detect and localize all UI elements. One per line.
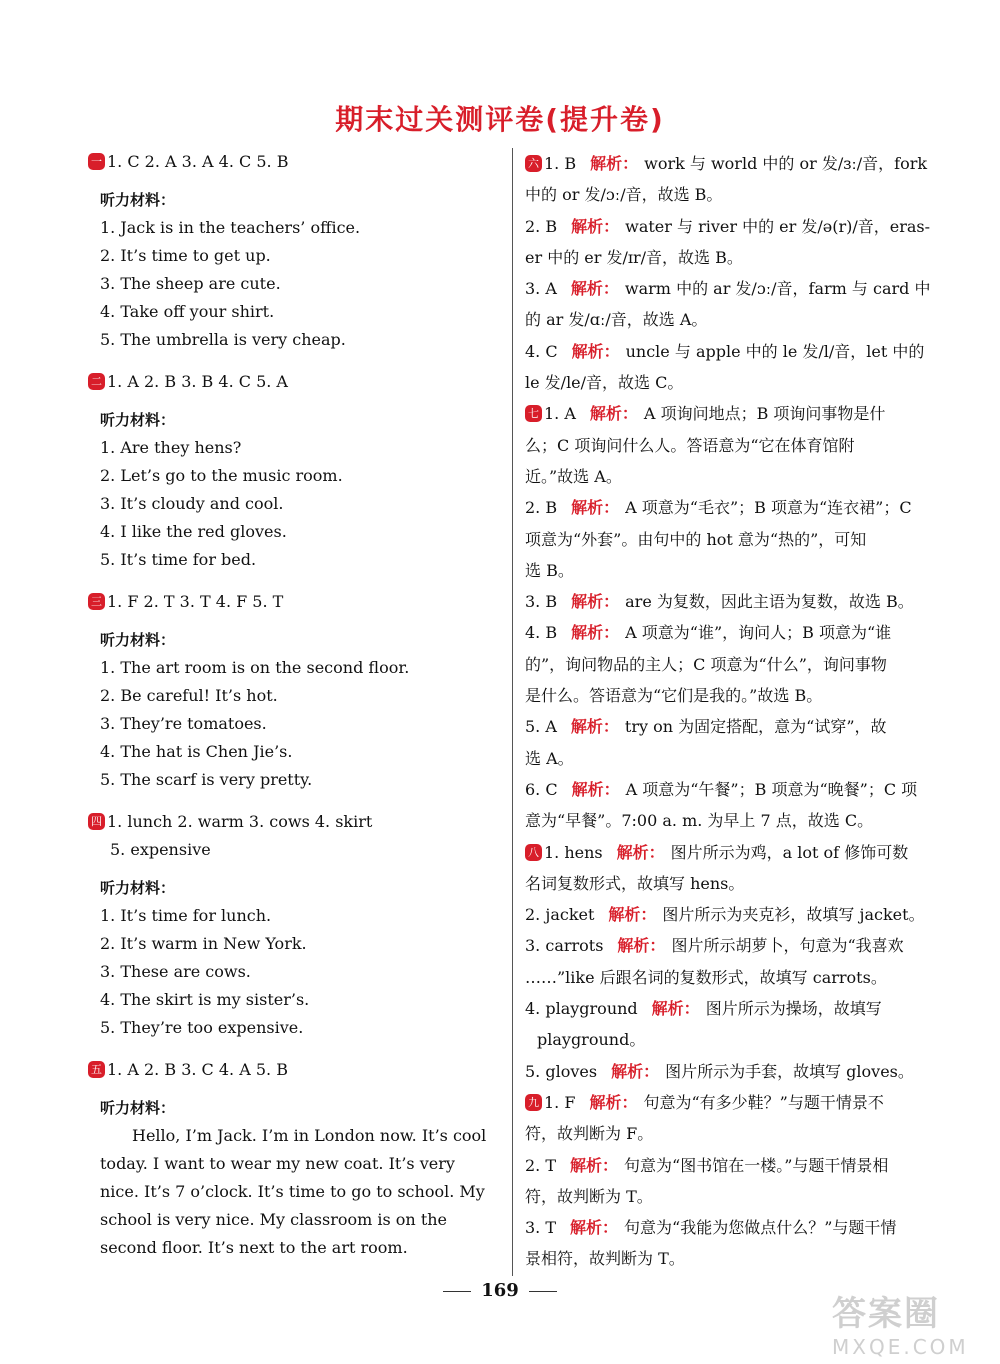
section-badge: 一 xyxy=(88,153,105,170)
analysis-line: 的 ar 发/ɑː/音，故选 A。 xyxy=(525,310,708,330)
analysis-line: 么；C 项询问什么人。答语意为“它在体育馆附 xyxy=(525,435,855,455)
list-item: 2. It’s warm in New York. xyxy=(100,934,307,953)
list-item: 4. The hat is Chen Jie’s. xyxy=(100,742,293,761)
analysis-line: 3. T 解析： 句意为“我能为您做点什么？”与题干情 xyxy=(525,1218,897,1238)
listening-label: 听力材料： xyxy=(100,1099,176,1117)
listening-label: 听力材料： xyxy=(100,411,176,429)
list-item: 5. It’s time for bed. xyxy=(100,550,257,569)
list-item: 1. The art room is on the second floor. xyxy=(100,658,410,677)
analysis-line: 名词复数形式，故填写 hens。 xyxy=(525,873,745,893)
analysis-line: 6. C 解析： A 项意为“午餐”；B 项意为“晚餐”；C 项 xyxy=(525,779,918,799)
analysis-line: 景相符，故判断为 T。 xyxy=(525,1249,685,1269)
analysis-line: 六 1. B 解析： work 与 world 中的 or 发/ɜː/音，fork xyxy=(525,148,935,179)
analysis-line: playground。 xyxy=(537,1030,646,1050)
list-item: 2. It’s time to get up. xyxy=(100,246,271,265)
analysis-line: er 中的 er 发/ɪr/音，故选 B。 xyxy=(525,247,743,267)
list-item: 2. Let’s go to the music room. xyxy=(100,466,343,485)
section-5-answers: 五 1. A 2. B 3. C 4. A 5. B xyxy=(88,1056,498,1084)
analysis-line: 5. A 解析： try on 为固定搭配，意为“试穿”，故 xyxy=(525,717,887,737)
section-4-answers-cont: 5. expensive xyxy=(110,840,211,859)
analysis-line: 九 1. F 解析： 句意为“有多少鞋？”与题干情景不 xyxy=(525,1087,935,1118)
analysis-line: 4. playground 解析： 图片所示为操场，故填写 xyxy=(525,999,882,1019)
analysis-line: 3. A 解析： warm 中的 ar 发/ɔː/音，farm 与 card 中 xyxy=(525,279,931,299)
analysis-line: 2. B 解析： water 与 river 中的 er 发/ə(r)/音，eras- xyxy=(525,216,931,236)
section-badge: 九 xyxy=(525,1094,542,1111)
section-badge: 七 xyxy=(525,405,542,422)
listening-label: 听力材料： xyxy=(100,879,176,897)
list-item: 2. Be careful! It’s hot. xyxy=(100,686,278,705)
analysis-line: 七 1. A 解析： A 项询问地点；B 项询问事物是什 xyxy=(525,398,935,429)
section-badge: 四 xyxy=(88,813,105,830)
list-item: 3. The sheep are cute. xyxy=(100,274,281,293)
analysis-line: 4. B 解析： A 项意为“谁”，询问人；B 项意为“谁 xyxy=(525,623,892,643)
section-1-answers: 一 1. C 2. A 3. A 4. C 5. B xyxy=(88,148,498,176)
column-divider xyxy=(512,148,513,1276)
watermark-logo: 答案圈 MXQE.COM xyxy=(832,1294,969,1359)
listening-label: 听力材料： xyxy=(100,631,176,649)
section-badge: 六 xyxy=(525,155,542,172)
listening-label: 听力材料： xyxy=(100,191,176,209)
analysis-line: 的”，询问物品的主人；C 项意为“什么”，询问事物 xyxy=(525,654,887,674)
analysis-line: 意为“早餐”。7:00 a. m. 为早上 7 点，故选 C。 xyxy=(525,811,874,831)
analysis-line: 5. gloves 解析： 图片所示为手套，故填写 gloves。 xyxy=(525,1061,914,1081)
analysis-line: 是什么。答语意为“它们是我的。”故选 B。 xyxy=(525,686,823,706)
analysis-line: 4. C 解析： uncle 与 apple 中的 le 发/l/音，let 中的 xyxy=(525,341,925,361)
right-column xyxy=(525,148,935,1275)
list-item: 4. The skirt is my sister’s. xyxy=(100,990,310,1009)
list-item: 1. It’s time for lunch. xyxy=(100,906,272,925)
analysis-line: 八 1. hens 解析： 图片所示为鸡，a lot of 修饰可数 xyxy=(525,837,935,868)
section-badge: 二 xyxy=(88,373,105,390)
section-badge: 八 xyxy=(525,844,542,861)
analysis-line: 项意为“外套”。由句中的 hot 意为“热的”，可知 xyxy=(525,529,867,549)
section-4-answers: 四 1. lunch 2. warm 3. cows 4. skirt xyxy=(88,808,498,836)
analysis-line: 符，故判断为 T。 xyxy=(525,1186,653,1206)
list-item: 5. They’re too expensive. xyxy=(100,1018,304,1037)
analysis-line: 符，故判断为 F。 xyxy=(525,1124,654,1144)
analysis-line: 2. jacket 解析： 图片所示为夹克衫，故填写 jacket。 xyxy=(525,905,925,925)
section-2-answers: 二 1. A 2. B 3. B 4. C 5. A xyxy=(88,368,498,396)
analysis-line: 选 B。 xyxy=(525,560,574,580)
list-item: 3. It’s cloudy and cool. xyxy=(100,494,284,513)
list-item: 5. The umbrella is very cheap. xyxy=(100,330,346,349)
list-item: 4. Take off your shirt. xyxy=(100,302,275,321)
section-3-answers: 三 1. F 2. T 3. T 4. F 5. T xyxy=(88,588,498,616)
analysis-line: ……”like 后跟名词的复数形式，故填写 carrots。 xyxy=(525,967,887,987)
list-item: 5. The scarf is very pretty. xyxy=(100,770,313,789)
analysis-line: 2. B 解析： A 项意为“毛衣”；B 项意为“连衣裙”；C xyxy=(525,498,912,518)
listening-passage: Hello, I’m Jack. I’m in London now. It’s cool today. I want to wear my new coat. It’s very nice. It’s 7 o’clock. It’s time to go to school. My school is very nice. My classroom is on the second floor. It’s next to the art room. xyxy=(100,1126,487,1257)
list-item: 4. I like the red gloves. xyxy=(100,522,287,541)
section-badge: 三 xyxy=(88,593,105,610)
list-item: 1. Are they hens? xyxy=(100,438,242,457)
list-item: 3. They’re tomatoes. xyxy=(100,714,267,733)
analysis-line: 3. carrots 解析： 图片所示胡萝卜，句意为“我喜欢 xyxy=(525,936,904,956)
analysis-line: le 发/le/音，故选 C。 xyxy=(525,373,684,393)
section-badge: 五 xyxy=(88,1061,105,1078)
analysis-line: 选 A。 xyxy=(525,748,574,768)
analysis-line: 中的 or 发/ɔː/音，故选 B。 xyxy=(525,185,723,205)
left-column xyxy=(88,148,498,1262)
list-item: 3. These are cows. xyxy=(100,962,251,981)
page-number: 169 xyxy=(0,1280,1000,1301)
analysis-line: 3. B 解析： are 为复数，因此主语为复数，故选 B。 xyxy=(525,592,914,612)
analysis-line: 2. T 解析： 句意为“图书馆在一楼。”与题干情景相 xyxy=(525,1155,889,1175)
analysis-line: 近。”故选 A。 xyxy=(525,466,622,486)
page-title: 期末过关测评卷(提升卷) xyxy=(335,103,665,136)
list-item: 1. Jack is in the teachers’ office. xyxy=(100,218,361,237)
